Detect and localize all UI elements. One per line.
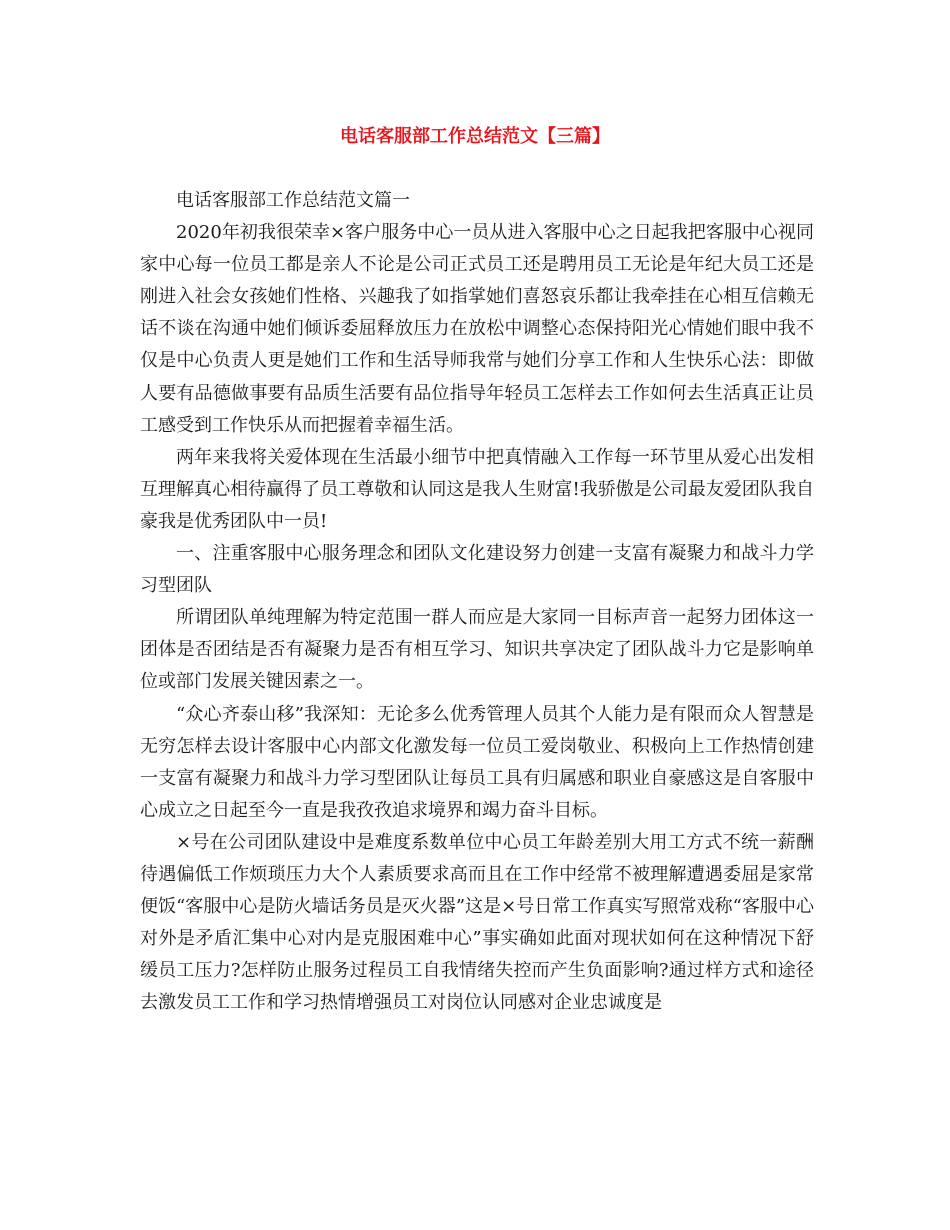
document-body — [140, 185, 814, 1019]
document-title: 电话客服部工作总结范文【三篇】 — [340, 126, 610, 147]
body-paragraph: 两年来我将关爱体现在生活最小细节中把真情融入工作每一环节里从爱心出发相互理解真心相待赢得了员工尊敬和认同这是我人生财富!我骄傲是公司最友爱团队我自豪我是优秀团队中一员! — [140, 446, 814, 532]
body-paragraph: ×号在公司团队建设中是难度系数单位中心员工年龄差别大用工方式不统一薪酬待遇偏低工作烦琐压力大个人素质要求高而且在工作中经常不被理解遭遇委屈是家常便饭“客服中心是防火墙话务员是灭火器”这是×号日常工作真实写照常戏称“客服中心对外是矛盾汇集中心对内是克服困难中心”事实确如此面对现状如何在这种情况下舒缓员工压力?怎样防止服务过程员工自我情绪失控而产生负面影响?通过样方式和途径去激发员工工作和学习热情增强员工对岗位认同感对企业忠诚度是 — [140, 831, 814, 1014]
body-paragraph: “众心齐泰山移”我深知：无论多么优秀管理人员其个人能力是有限而众人智慧是无穷怎样去设计客服中心内部文化激发每一位员工爱岗敬业、积极向上工作热情创建一支富有凝聚力和战斗力学习型团队让每员工具有归属感和职业自豪感这是自客服中心成立之日起至今一直是我孜孜追求境界和竭力奋斗目标。 — [140, 703, 814, 821]
subsection-heading: 一、注重客服中心服务理念和团队文化建设努力创建一支富有凝聚力和战斗力学习型团队 — [140, 543, 814, 597]
body-paragraph: 所谓团队单纯理解为特定范围一群人而应是大家同一目标声音一起努力团体这一团体是否团结是否有凝聚力是否有相互学习、知识共享决定了团队战斗力它是影响单位或部门发展关键因素之一。 — [140, 607, 814, 693]
section-heading: 电话客服部工作总结范文篇一 — [176, 190, 410, 211]
body-paragraph: 2020年初我很荣幸×客户服务中心一员从进入客服中心之日起我把客服中心视同家中心每一位员工都是亲人不论是公司正式员工还是聘用员工无论是年纪大员工还是刚进入社会女孩她们性格、兴趣我了如指掌她们喜怒哀乐都让我牵挂在心相互信赖无话不谈在沟通中她们倾诉委屈释放压力在放松中调整心态保持阳光心情她们眼中我不仅是中心负责人更是她们工作和生活导师我常与她们分享工作和人生快乐心法：即做人要有品德做事要有品质生活要有品位指导年轻员工怎样去工作如何去生活真正让员工感受到工作快乐从而把握着幸福生活。 — [140, 222, 814, 436]
